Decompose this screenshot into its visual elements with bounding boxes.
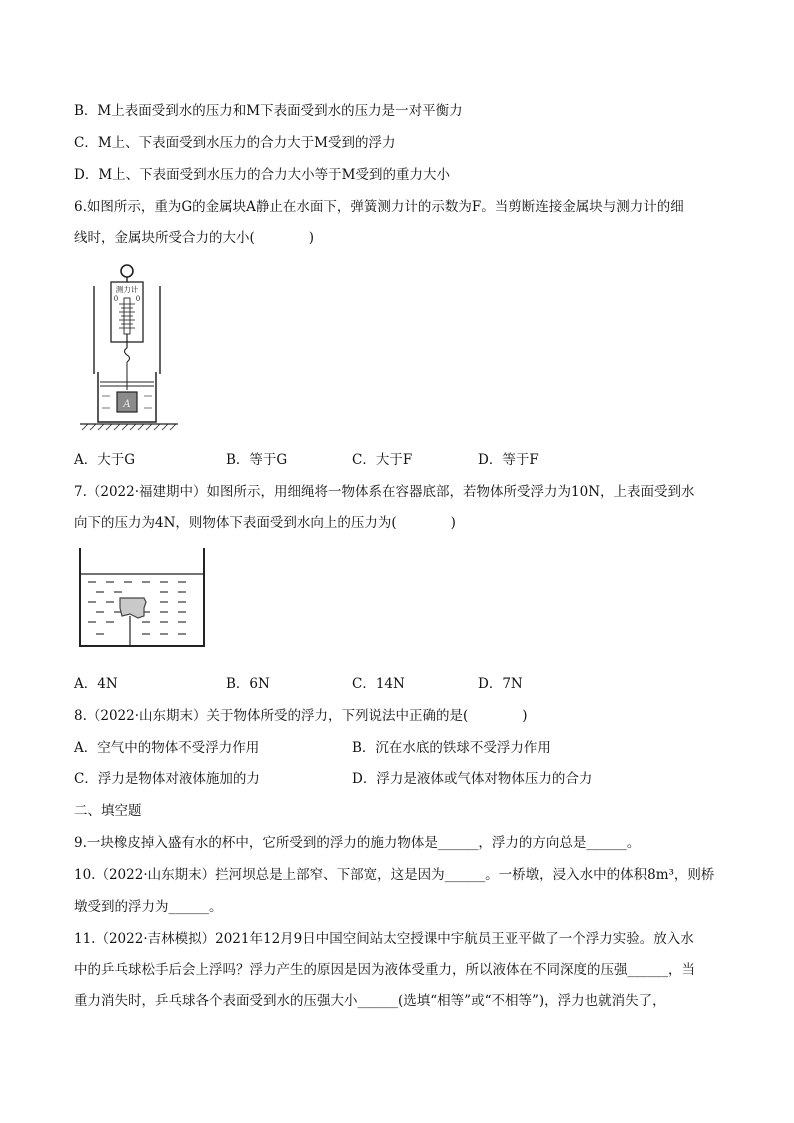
q8-option-d: D．浮力是液体或气体对物体压力的合力 xyxy=(352,771,593,787)
q6-option-d: D．等于F xyxy=(478,452,539,468)
q6-figure-spring-scale xyxy=(74,262,186,434)
q7-stem-line1: 7.（2022·福建期中）如图所示，用细绳将一物体系在容器底部，若物体所受浮力为10N，上表面受到水 xyxy=(74,484,695,500)
q8-option-a: A．空气中的物体不受浮力作用 xyxy=(74,740,260,756)
q11-stem-line2: 中的乒乓球松手后会上浮吗？浮力产生的原因是因为液体受重力，所以液体在不同深度的压强______，当 xyxy=(74,962,695,978)
scale-ring xyxy=(121,265,133,277)
section-heading-fill-blank: 二、填空题 xyxy=(74,803,142,819)
floating-object xyxy=(120,598,146,618)
q6-option-c: C．大于F xyxy=(352,452,413,468)
q5-option-c: C．M上、下表面受到水压力的合力大于M受到的浮力 xyxy=(74,135,396,151)
q7-stem-line2: 向下的压力为4N，则物体下表面受到水向上的压力为( ) xyxy=(74,515,456,531)
container xyxy=(80,548,204,646)
scale-zero-left: 0 xyxy=(113,295,119,303)
q6-option-a: A．大于G xyxy=(74,452,136,468)
q8-option-b: B．沉在水底的铁球不受浮力作用 xyxy=(352,740,551,756)
q9-stem: 9.一块橡皮掉入盛有水的杯中，它所受到的浮力的施力物体是______，浮力的方向总是______。 xyxy=(74,835,641,851)
scale-zero-right: 0 xyxy=(135,295,141,303)
q11-stem-line1: 11.（2022·吉林模拟）2021年12月9日中国空间站太空授课中宇航员王亚平做了一个浮力实验。放入水 xyxy=(74,931,694,947)
q8-option-c: C．浮力是物体对液体施加的力 xyxy=(74,771,260,787)
q8-stem: 8.（2022·山东期末）关于物体所受的浮力，下列说法中正确的是( ) xyxy=(74,708,528,724)
q7-option-b: B．6N xyxy=(226,676,270,692)
q7-option-a: A．4N xyxy=(74,676,118,692)
scale-label: 测力计 xyxy=(115,285,139,294)
q5-option-d: D．M上、下表面受到水压力的合力大小等于M受到的重力大小 xyxy=(74,167,450,183)
q6-stem-line2: 线时，金属块所受合力的大小( ) xyxy=(74,230,315,246)
q10-stem-line1: 10.（2022·山东期末）拦河坝总是上部窄、下部宽，这是因为______。一桥墩，浸入水中的体积8m³，则桥 xyxy=(74,867,715,883)
q11-stem-line3: 重力消失时，乒乓球各个表面受到水的压强大小______(选填“相等”或“不相等”)，浮力也就消失了， xyxy=(74,993,666,1009)
q6-option-b: B．等于G xyxy=(226,452,288,468)
q5-option-b: B．M上表面受到水的压力和M下表面受到水的压力是一对平衡力 xyxy=(74,103,463,119)
q7-option-c: C．14N xyxy=(352,676,405,692)
q7-figure-container xyxy=(74,544,210,650)
q7-option-d: D．7N xyxy=(478,676,523,692)
scale-hook xyxy=(125,348,130,362)
block-label: A xyxy=(123,399,131,410)
q6-stem-line1: 6.如图所示，重为G的金属块A静止在水面下，弹簧测力计的示数为F。当剪断连接金属块与测力计的细 xyxy=(74,199,684,215)
q10-stem-line2: 墩受到的浮力为______。 xyxy=(74,899,223,915)
